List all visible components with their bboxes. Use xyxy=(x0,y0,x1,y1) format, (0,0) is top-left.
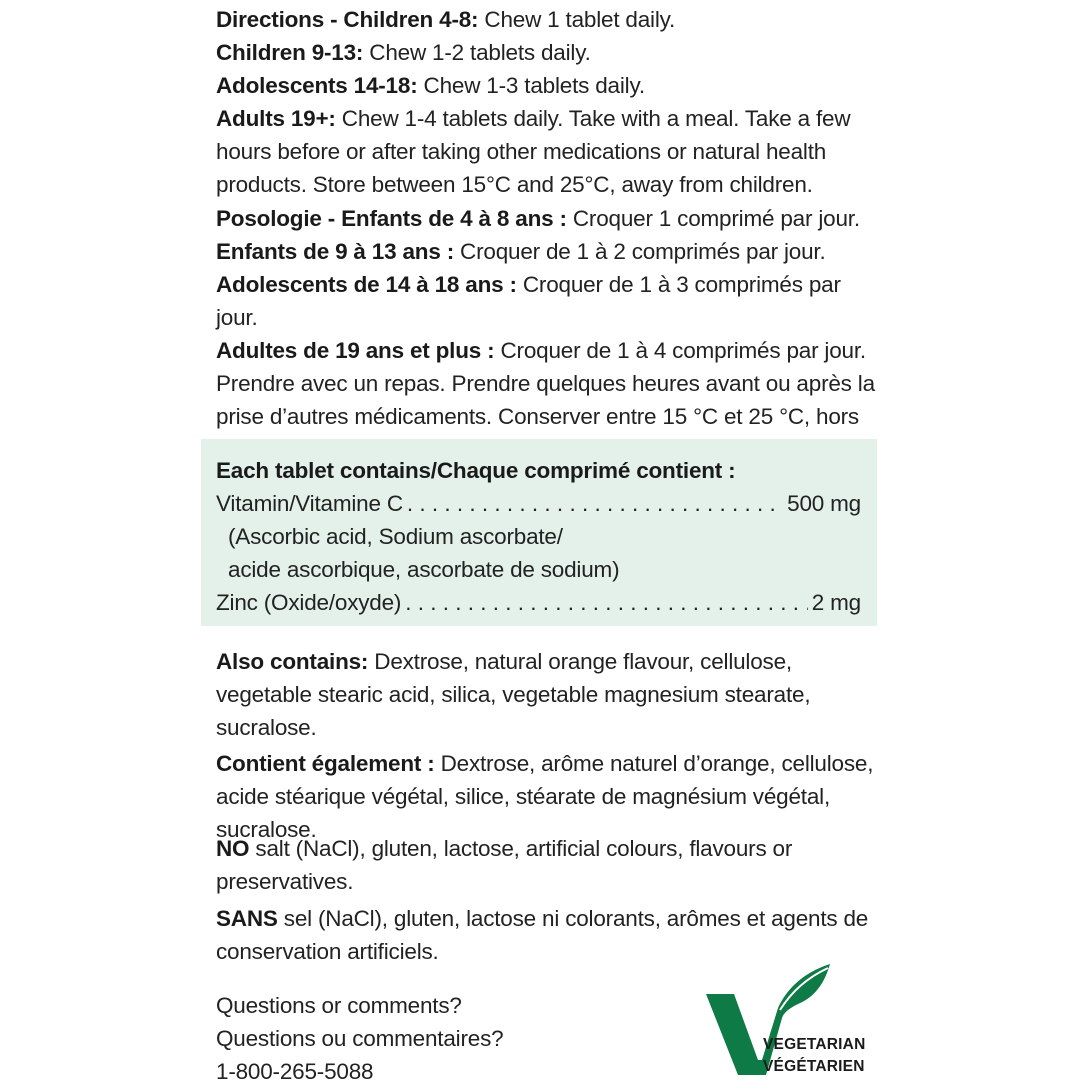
contents-heading: Each tablet contains/Chaque comprimé contient : xyxy=(216,458,736,483)
zinc-name: Zinc (Oxide/oxyde) xyxy=(216,590,402,615)
posologie-adultes: Adultes de 19 ans et plus : Croquer de 1 à 4 comprimés par jour. Prendre avec un repas. Prendre quelques heures avant ou après la prise d’autres médicaments. Conserver entre 15 °C et 25 °C, hors xyxy=(216,338,875,429)
medicinal-ingredients xyxy=(216,454,876,619)
contact-question-fr: Questions ou commentaires? xyxy=(216,1026,504,1051)
also-contains-en: Also contains: Dextrose, natural orange flavour, cellulose, vegetable stearic acid, silica, vegetable magnesium stearate, sucralose. xyxy=(216,649,811,740)
vitamin-c-source-1: (Ascorbic acid, Sodium ascorbate/ xyxy=(228,524,563,549)
free-from-fr: SANS sel (NaCl), gluten, lactose ni colorants, arômes et agents de conservation artificiels. xyxy=(216,906,869,964)
zinc-row xyxy=(216,586,861,619)
directions-en xyxy=(216,3,876,201)
directions-fr xyxy=(216,202,876,466)
vitamin-c-row xyxy=(216,487,861,520)
vitamin-c-amount: 500 mg xyxy=(787,491,861,516)
badge-label-en: VEGETARIAN xyxy=(763,1036,866,1053)
posologie-enfants-4-8: Posologie - Enfants de 4 à 8 ans : Croquer 1 comprimé par jour. xyxy=(216,206,860,231)
direction-children-4-8: Directions - Children 4-8: Chew 1 tablet daily. xyxy=(216,7,676,32)
direction-adults: Adults 19+: Chew 1-4 tablets daily. Take with a meal. Take a few hours before or after taking other medications or natural health products. Store between 15°C and 25°C, away from children. xyxy=(216,106,851,197)
leader-dots xyxy=(407,487,783,520)
non-medicinal-ingredients xyxy=(216,645,876,846)
leader-dots xyxy=(405,586,808,619)
also-contains-fr: Contient également : Dextrose, arôme naturel d’orange, cellulose, acide stéarique végétal, silice, stéarate de magnésium végétal, sucralose. xyxy=(216,751,874,842)
vitamin-c-name: Vitamin/Vitamine C xyxy=(216,491,403,516)
posologie-adolescents: Adolescents de 14 à 18 ans : Croquer de 1 à 3 comprimés par jour. xyxy=(216,272,841,330)
direction-adolescents: Adolescents 14-18: Chew 1-3 tablets daily. xyxy=(216,73,645,98)
badge-label-fr: VÉGÉTARIEN xyxy=(763,1058,865,1075)
free-from-en: NO salt (NaCl), gluten, lactose, artificial colours, flavours or preservatives. xyxy=(216,836,793,894)
contact-question-en: Questions or comments? xyxy=(216,993,462,1018)
zinc-amount: 2 mg xyxy=(811,590,861,615)
direction-children-9-13: Children 9-13: Chew 1-2 tablets daily. xyxy=(216,40,591,65)
phone-number: 1-800-265-5088 xyxy=(216,1059,374,1084)
free-from xyxy=(216,832,876,968)
posologie-enfants-9-13: Enfants de 9 à 13 ans : Croquer de 1 à 2 comprimés par jour. xyxy=(216,239,826,264)
vitamin-c-source-2: acide ascorbique, ascorbate de sodium) xyxy=(228,557,620,582)
